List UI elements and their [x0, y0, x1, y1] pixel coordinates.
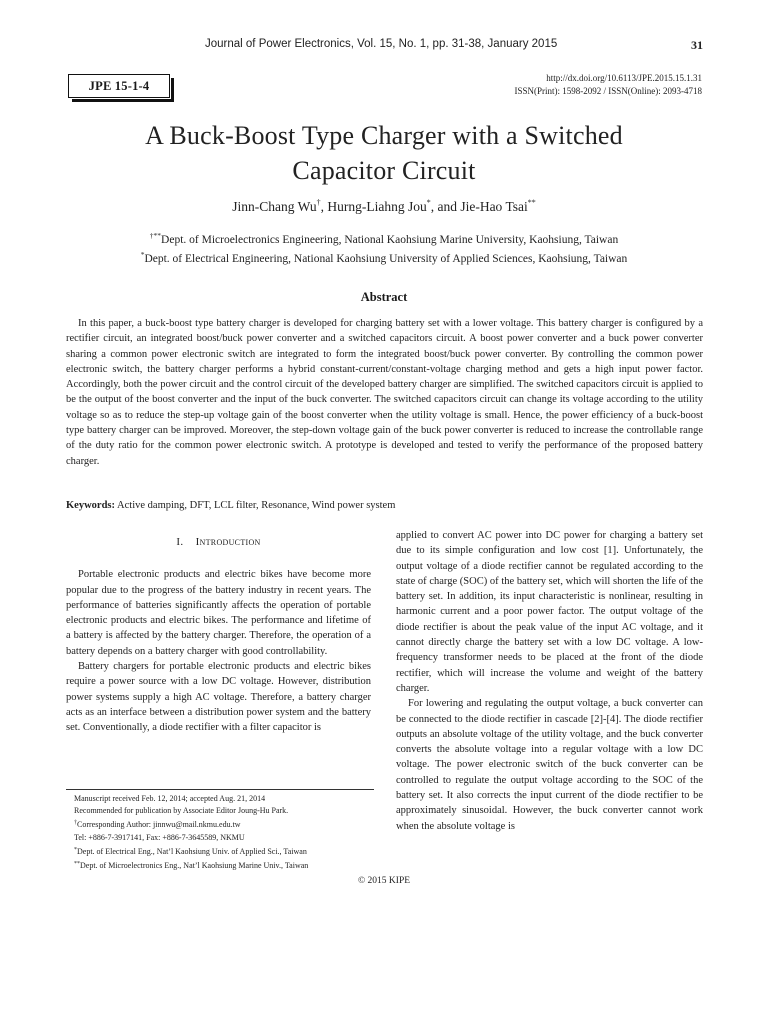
running-head: [0, 38, 768, 54]
corresponding-author: Corresponding Author: jinnwu@mail.nkmu.edu.tw: [77, 820, 241, 830]
footnote-dept-1: [68, 844, 373, 858]
jpe-code: JPE 15-1-4: [88, 78, 150, 93]
keywords: [66, 500, 703, 511]
author-2: Hurng-Liahng Jou: [327, 199, 427, 214]
footnote-dept-2-mark: **: [74, 861, 80, 868]
affiliation-1: [0, 231, 768, 246]
section-heading-introduction: [66, 535, 371, 550]
footnotes: [68, 793, 373, 872]
jpe-code-box: [68, 74, 170, 98]
footnote-dept-1-text: Dept. of Electrical Eng., Nat’l Kaohsiung Univ. of Applied Sci., Taiwan: [77, 846, 307, 856]
author-2-mark: *: [426, 198, 431, 207]
section-number: I.: [176, 536, 184, 548]
footnote-dept-2: [68, 858, 373, 872]
paper-title: [60, 118, 708, 188]
footnote-dept-1-mark: *: [74, 846, 77, 853]
footnote-contact: Tel: +886-7-3917141, Fax: +886-7-3645589, NKMU: [74, 832, 245, 842]
abstract-heading: Abstract: [360, 290, 408, 304]
section-title-rest: ntroduction: [199, 536, 261, 548]
author-3-mark: **: [527, 198, 536, 207]
author-separator: ,: [320, 199, 328, 214]
title-line-2: Capacitor Circuit: [292, 156, 476, 185]
issn: ISSN(Print): 1598-2092 / ISSN(Online): 2093-4718: [514, 86, 702, 96]
title-line-1: A Buck-Boost Type Charger with a Switched: [145, 121, 623, 150]
footnote-received: Manuscript received Feb. 12, 2014; accepted Aug. 21, 2014: [74, 794, 266, 803]
body-paragraph-4: For lowering and regulating the output voltage, a buck converter can be connected to the diode rectifier in cascade [2]-[4]. The diode rectifier outputs an absolute voltage of the utility voltage, and the buck converter converts the absolute voltage into a regular voltage with a low DC voltage. The power electronic switch of the buck converter can be controlled to regulate the output voltage according to the SOC of the battery set. It also corrects the input current of the diode rectifier to be approximately sinusoidal. However, the buck converter cannot work when the absolute voltage is: [396, 698, 703, 832]
footnote-corresponding: [68, 817, 373, 831]
left-column: [66, 535, 371, 736]
copyright: © 2015 KIPE: [357, 876, 411, 886]
keywords-text: Active damping, DFT, LCL filter, Resonance, Wind power system: [115, 500, 396, 511]
footnote-recommended: Recommended for publication by Associate Editor Joung-Hu Park.: [74, 806, 289, 816]
affiliation-1-mark: †**: [149, 231, 162, 240]
body-paragraph-1: Portable electronic products and electric bikes have become more popular due to the progress of the battery industry in recent years. The performance of batteries significantly affects the operation of portable electronic products and electric bikes. The performance and lifetime of a battery is affected by the battery charger. Therefore, the operation of a battery depends on a battery charger with good controllability.: [66, 569, 371, 657]
journal-citation: Journal of Power Electronics, Vol. 15, No. 1, pp. 31-38, January 2015: [205, 38, 558, 50]
affiliation-2-text: Dept. of Electrical Engineering, National Kaohsiung University of Applied Sciences, Kaohsiung, Taiwan: [144, 253, 628, 265]
page-number: 31: [691, 38, 703, 52]
author-list: [0, 198, 768, 215]
keywords-label: Keywords:: [66, 500, 115, 511]
body-paragraph-2: Battery chargers for portable electronic products and electric bikes require a power source with a low DC voltage. However, distribution power systems supply a high AC voltage. Therefore, a battery charger acts as an interface between a distribution power system and the battery set. Conventionally, a diode rectifier with a filter capacitor is: [66, 661, 371, 734]
footnote-divider: [66, 789, 374, 790]
footnote-corresponding-mark: †: [74, 820, 77, 827]
author-1-mark: †: [316, 198, 321, 207]
affiliation-2-mark: *: [140, 250, 145, 259]
doi-block: [515, 72, 703, 98]
author-separator: , and: [430, 199, 461, 214]
body-paragraph-3: applied to convert AC power into DC power for charging a battery set due to its simple configuration and low cost [1]. Unfortunately, the output voltage of a diode rectifier cannot be regulated according to the state of charge (SOC) of the battery set, which will shorten the life of the battery set. In addition, its input characteristic is nonlinear, resulting in harmonic current and a poor power factor. The output voltage of the diode rectifier is about the peak value of the input AC voltage, and it cannot directly charge the battery set with a low DC voltage. A low-frequency transformer needs to be placed at the front of the diode rectifier, which will increase the volume and weight of the battery charger.: [396, 530, 703, 694]
section-title-initial: I: [195, 536, 200, 548]
affiliation-2: [0, 250, 768, 265]
affiliation-1-text: Dept. of Microelectronics Engineering, National Kaohsiung Marine University, Kaohsiung, Taiwan: [161, 234, 619, 246]
author-3: Jie-Hao Tsai: [460, 199, 528, 214]
author-1: Jinn-Chang Wu: [232, 199, 317, 214]
doi-link[interactable]: http://dx.doi.org/10.6113/JPE.2015.15.1.31: [546, 73, 702, 83]
footnote-dept-2-text: Dept. of Microelectronics Eng., Nat’l Kaohsiung Marine Univ., Taiwan: [80, 861, 309, 871]
right-column: [396, 528, 703, 834]
abstract-text: In this paper, a buck-boost type battery charger is developed for charging battery set with a lower voltage. This battery charger is configured by a rectifier circuit, an integrated boost/buck power converter and a switched capacitors circuit. A boost power converter and a buck power converter sharing a common power electronic switch are integrated to form the integrated boost/buck power converter. By controlling the common power electronic switch, the battery charger performs a hybrid constant-current/constant-voltage charging method and gets a high input power factor. Accordingly, both the power circuit and the control circuit of the developed battery charger are simplified. The switched capacitors circuit is applied to be the output of the boost converter and the input of the buck converter. The switched capacitors circuit can change its voltage according to the utility voltage so as to reduce the step-up voltage gain of the boost converter when the utility voltage is small. Hence, the power efficiency of a buck-boost type battery charger can be improved. Moreover, the step-down voltage gain of the buck power converter is reduced to increase the controllable range of the duty ratio for the common power electronic switch. A prototype is developed and tested to verify the performance of the proposed battery charger.: [66, 318, 703, 467]
